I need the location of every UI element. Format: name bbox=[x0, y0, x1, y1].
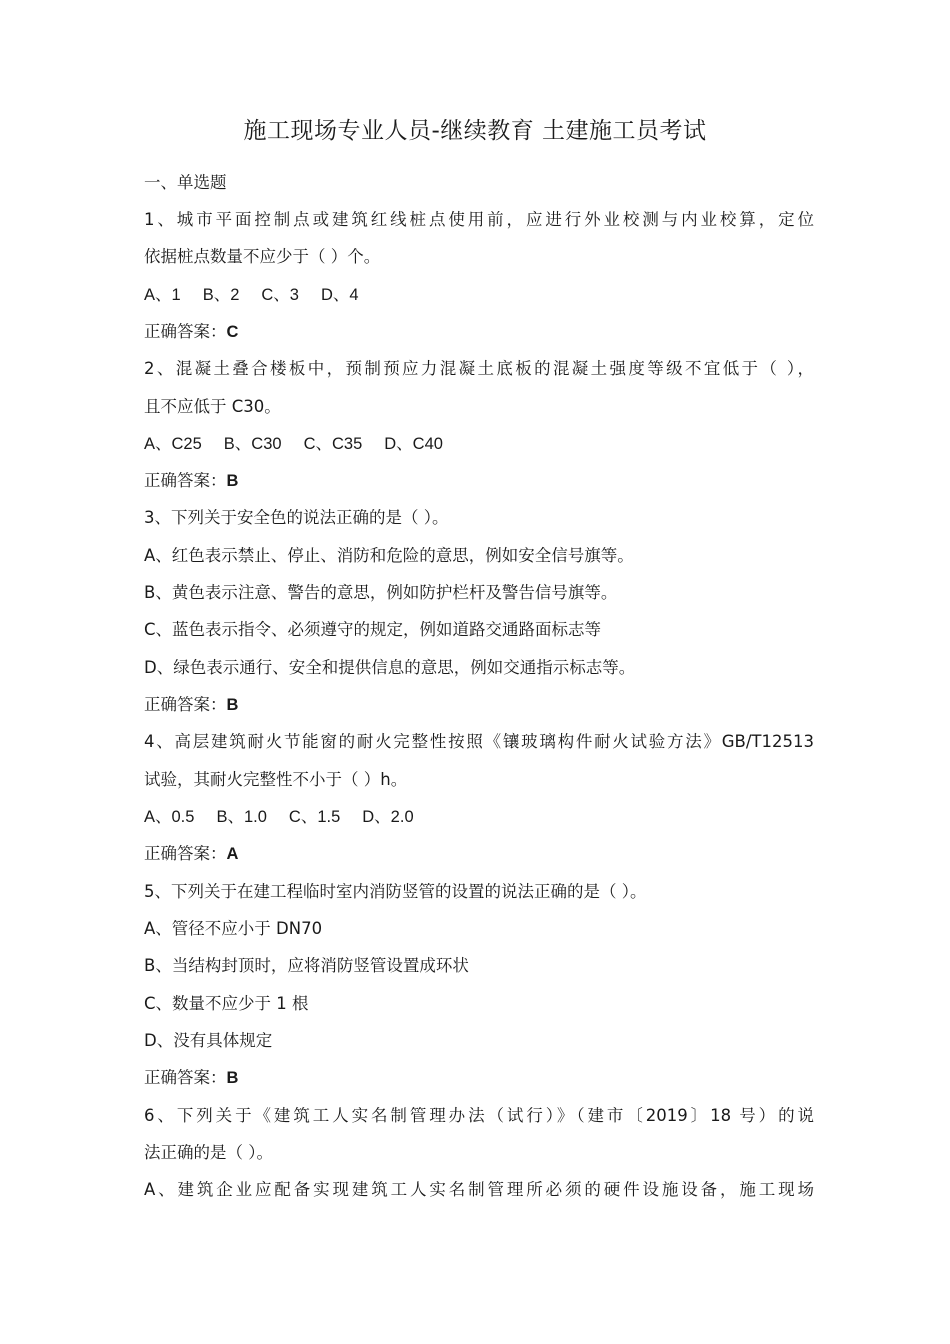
answer-value: C bbox=[226, 323, 239, 341]
answer-label: 正确答案： bbox=[144, 844, 227, 863]
question-1-text: 1、城市平面控制点或建筑红线桩点使用前，应进行外业校测与内业校算，定位 bbox=[144, 210, 814, 229]
question-3-option-d: D、绿色表示通行、安全和提供信息的意思，例如交通指示标志等。 bbox=[144, 658, 636, 677]
question-5-option-d: D、没有具体规定 bbox=[144, 1031, 273, 1050]
option-b: B、2 bbox=[202, 286, 240, 304]
answer-value: B bbox=[226, 472, 239, 490]
option-c: C、C35 bbox=[303, 435, 363, 453]
option-b: B、C30 bbox=[223, 435, 282, 453]
answer-value: A bbox=[226, 845, 239, 863]
question-5-text: 5、下列关于在建工程临时室内消防竖管的设置的说法正确的是（ ）。 bbox=[144, 882, 647, 901]
option-d: D、C40 bbox=[384, 435, 443, 453]
answer-value: B bbox=[226, 1069, 239, 1087]
question-6-text: 6、下列关于《建筑工人实名制管理办法（试行）》（建市〔2019〕18 号）的说 bbox=[144, 1106, 814, 1125]
question-5-answer bbox=[144, 1066, 814, 1090]
option-a: A、0.5 bbox=[144, 808, 195, 826]
option-d: D、4 bbox=[320, 286, 359, 304]
option-b: B、1.0 bbox=[216, 808, 267, 826]
option-a: A、1 bbox=[144, 286, 181, 304]
option-c: C、1.5 bbox=[288, 808, 341, 826]
question-5-option-a: A、管径不应小于 DN70 bbox=[144, 919, 323, 938]
question-4-answer bbox=[144, 842, 814, 866]
answer-label: 正确答案： bbox=[144, 322, 227, 341]
question-3-option-c: C、蓝色表示指令、必须遵守的规定，例如道路交通路面标志等 bbox=[144, 620, 602, 639]
question-4-text: 4、高层建筑耐火节能窗的耐火完整性按照《镶玻璃构件耐火试验方法》GB/T12513 bbox=[144, 732, 814, 751]
answer-label: 正确答案： bbox=[144, 695, 227, 714]
question-3-option-b: B、黄色表示注意、警告的意思，例如防护栏杆及警告信号旗等。 bbox=[144, 583, 618, 602]
question-4-options bbox=[144, 805, 814, 829]
answer-label: 正确答案： bbox=[144, 1068, 227, 1087]
question-3-option-a: A、红色表示禁止、停止、消防和危险的意思，例如安全信号旗等。 bbox=[144, 546, 634, 565]
option-a: A、C25 bbox=[144, 435, 202, 453]
question-5-option-b: B、当结构封顶时，应将消防竖管设置成环状 bbox=[144, 956, 469, 975]
section-heading: 一、单选题 bbox=[144, 173, 227, 192]
question-4-text-cont: 试验，其耐火完整性不小于（ ）h。 bbox=[144, 770, 408, 789]
question-2-answer bbox=[144, 469, 814, 493]
question-1-options bbox=[144, 283, 814, 307]
option-c: C、3 bbox=[261, 286, 299, 304]
question-2-text-cont: 且不应低于 C30。 bbox=[144, 397, 281, 416]
answer-value: B bbox=[226, 696, 239, 714]
question-2-options bbox=[144, 432, 814, 456]
question-3-answer bbox=[144, 693, 814, 717]
question-2-text: 2、混凝土叠合楼板中，预制预应力混凝土底板的混凝土强度等级不宜低于（ ）， bbox=[144, 359, 814, 378]
option-d: D、2.0 bbox=[362, 808, 414, 826]
question-1-answer bbox=[144, 320, 814, 344]
question-3-text: 3、下列关于安全色的说法正确的是（ ）。 bbox=[144, 508, 449, 527]
answer-label: 正确答案： bbox=[144, 471, 227, 490]
question-6-text-cont: 法正确的是（ ）。 bbox=[144, 1143, 273, 1162]
question-5-option-c: C、数量不应少于 1 根 bbox=[144, 994, 309, 1013]
question-1-text-cont: 依据桩点数量不应少于（ ）个。 bbox=[144, 247, 381, 266]
document-title: 施工现场专业人员-继续教育 土建施工员考试 bbox=[243, 118, 707, 144]
question-6-option-a: A、建筑企业应配备实现建筑工人实名制管理所必须的硬件设施设备，施工现场 bbox=[144, 1180, 814, 1199]
